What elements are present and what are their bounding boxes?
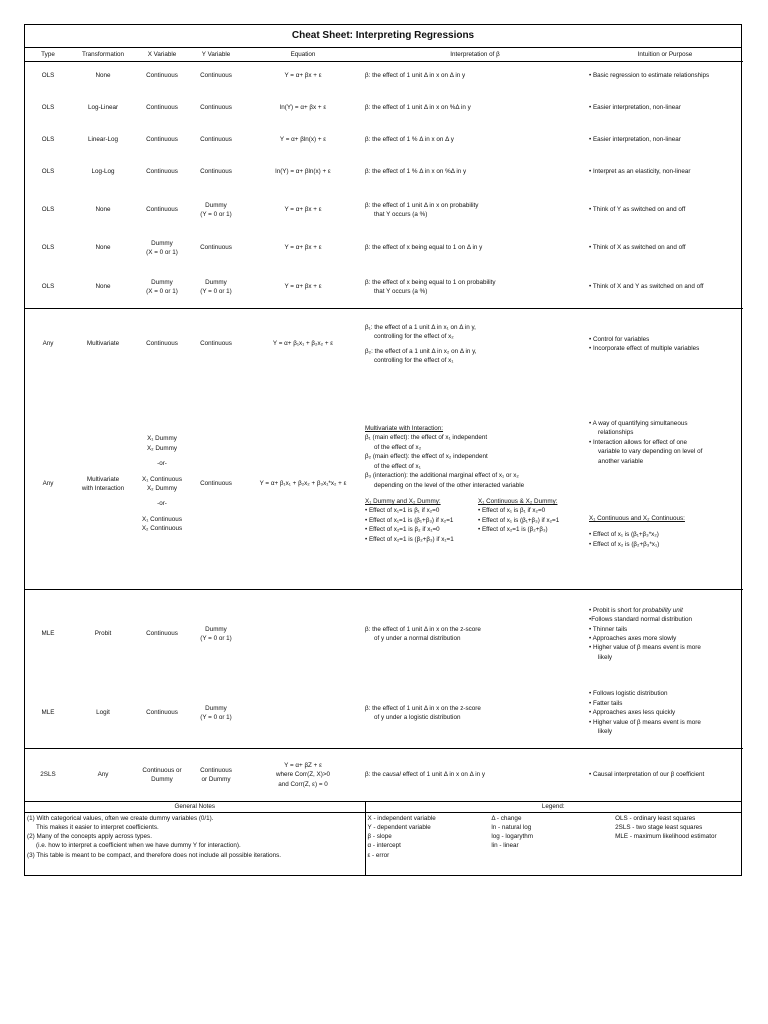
x-variable-value: Continuous: [146, 206, 178, 214]
intuition-line: • Interaction allows for effect of one: [589, 438, 687, 446]
type-cell: [25, 126, 71, 154]
interpretation-line: of y under a logistic distribution: [374, 714, 461, 721]
type-value: OLS: [41, 104, 55, 112]
x-variable-cell: [135, 190, 189, 230]
interpretation-line: that Y occurs (a %): [374, 288, 428, 295]
x-variable-value: Continuous: [146, 168, 178, 176]
equation-cell: [243, 62, 363, 91]
intuition-line: • Approaches axes less quickly: [589, 709, 676, 717]
y-variable-cell: [189, 266, 243, 309]
y-variable-value: Dummy: [205, 704, 227, 712]
intuition-line: • Think of X and Y as switched on and off: [589, 283, 704, 291]
intuition-cell: [587, 678, 743, 749]
type-value: MLE: [41, 630, 55, 638]
table-row: [25, 90, 743, 126]
transformation-value: Linear-Log: [87, 136, 119, 144]
case-line: • Effect of x₁ is (β₁+β₃*x₂): [589, 531, 659, 539]
x-variable-value: X₂ Dummy: [146, 485, 178, 492]
type-cell: [25, 678, 71, 749]
legend-item: lin - linear: [491, 842, 519, 850]
transformation-value: None: [95, 72, 111, 80]
y-variable-value: Dummy: [205, 201, 227, 209]
interpretation-cell: [363, 590, 587, 679]
intuition-line: • Basic regression to estimate relationships: [589, 72, 710, 80]
transformation-cell: [71, 266, 135, 309]
legend-item: Y - dependent variable: [367, 824, 431, 832]
equation-line: and Corr(Z, ε) = 0: [278, 780, 328, 788]
x-variable-cell: [135, 749, 189, 802]
intuition-line: • Higher value of β means event is more: [589, 718, 701, 726]
legend-title: Legend:: [365, 802, 741, 813]
y-variable-cell: [189, 379, 243, 590]
table-row: [25, 590, 743, 679]
x-variable-value: Continuous: [146, 136, 178, 144]
equation-value: Y = α+ βln(x) + ε: [279, 136, 327, 144]
equation-cell: [243, 230, 363, 266]
type-cell: [25, 590, 71, 679]
y-variable-cell: [189, 190, 243, 230]
header-row: [25, 48, 743, 62]
y-variable-cell: [189, 678, 243, 749]
intuition-text: • Probit is short for: [589, 606, 643, 614]
x-variable-cell: [135, 590, 189, 679]
legend-item: α - intercept: [367, 842, 401, 850]
equation-cell: [243, 154, 363, 190]
interpretation-line: of the effect of x₂: [374, 443, 422, 451]
y-variable-cell: [189, 309, 243, 380]
logit-likelihood-formula: [263, 704, 343, 718]
intuition-line: [589, 606, 741, 615]
y-variable-value: Continuous: [200, 480, 232, 488]
interpretation-line: [365, 771, 485, 778]
equation-cell: [243, 678, 363, 749]
legend-col-2: [491, 814, 615, 860]
transformation-value: Probit: [94, 630, 112, 638]
header-equation: Equation: [243, 48, 363, 62]
legend-item: β - slope: [367, 833, 392, 841]
case-line: • Effect of x₁=1 is β₁ if x₂=0: [365, 507, 440, 515]
table-row: [25, 62, 743, 91]
transformation-value: None: [95, 206, 111, 214]
interpretation-cell: [363, 230, 587, 266]
intuition-cell: [587, 266, 743, 309]
x-variable-value: Continuous: [146, 340, 178, 348]
transformation-cell: [71, 590, 135, 679]
intuition-line: • A way of quantifying simultaneous: [589, 419, 688, 427]
transformation-cell: [71, 309, 135, 380]
header-x-variable: X Variable: [135, 48, 189, 62]
intuition-line: • Think of Y as switched on and off: [589, 206, 686, 214]
table-row: [25, 230, 743, 266]
equation-cell: [243, 90, 363, 126]
interpretation-line: β: the effect of 1 unit Δ in x on probability: [365, 201, 479, 209]
intuition-line: another variable: [598, 457, 644, 465]
x-variable-value: Continuous: [146, 104, 178, 112]
interpretation-line: β: the effect of 1 unit Δ in x on %Δ in y: [365, 104, 471, 112]
interpretation-line: β₂: the effect of a 1 unit Δ in x₂ on Δ in y,: [365, 347, 477, 355]
general-note: (1) With categorical values, often we create dummy variables (0/1).: [27, 815, 214, 822]
case-line: • Effect of x₁=1 is (β₁+β₃) if x₂=1: [365, 516, 454, 524]
transformation-cell: [71, 678, 135, 749]
intuition-line: • Easier interpretation, non-linear: [589, 104, 681, 112]
case-line: • Effect of x₂ is (β₂+β₃*x₁): [589, 540, 660, 548]
equation-cell: [243, 749, 363, 802]
header-y-variable: Y Variable: [189, 48, 243, 62]
type-value: OLS: [41, 206, 55, 214]
x-variable-value: Continuous or: [142, 766, 182, 774]
legend-item: X - independent variable: [367, 815, 436, 822]
table-row: [25, 126, 743, 154]
equation-value: ln(Y) = α+ βln(x) + ε: [275, 168, 331, 176]
transformation-cell: [71, 749, 135, 802]
interaction-cases: [365, 497, 585, 544]
interp-text: effect of 1 unit Δ in x on Δ in y: [400, 771, 486, 779]
x-variable-cell: [135, 678, 189, 749]
transformation-value: Multivariate: [86, 340, 120, 348]
intuition-line: • Causal interpretation of our β coefficient: [589, 771, 705, 779]
interpretation-line: that Y occurs (a %): [374, 211, 428, 218]
general-notes: [25, 813, 365, 876]
legend-item: Δ - change: [491, 815, 522, 822]
header-intuition: Intuition or Purpose: [587, 48, 743, 62]
x-variable-value: Continuous: [146, 630, 178, 638]
y-variable-value: Continuous: [200, 72, 232, 80]
interpretation-line: β₃ (interaction): the additional marginal effect of x₁ or x₂: [365, 472, 519, 480]
intuition-cell: [587, 749, 743, 802]
table-row: [25, 749, 743, 802]
interpretation-cell: [363, 126, 587, 154]
x-variable-value: Dummy: [151, 776, 173, 783]
legend-col-1: [368, 814, 492, 860]
x-variable-cell: [135, 230, 189, 266]
interpretation-line: of the effect of x₁: [374, 462, 421, 470]
y-variable-value: (Y = 0 or 1): [200, 288, 232, 295]
legend-item: 2SLS - two stage least squares: [615, 824, 703, 832]
case-line: • Effect of x₁ is β₁ if x₂=0: [478, 507, 546, 515]
equation-cell: [243, 379, 363, 590]
y-variable-value: (Y = 0 or 1): [200, 211, 232, 218]
transformation-value: Log-Log: [91, 168, 115, 176]
x-variable-cell: [135, 90, 189, 126]
equation-line: where Corr(Z, X)>0: [275, 771, 331, 779]
intuition-cell: [587, 62, 743, 91]
x-variable-value: Continuous: [146, 72, 178, 80]
interpretation-line: β₁: the effect of a 1 unit Δ in x₁ on Δ in y,: [365, 323, 476, 331]
type-value: OLS: [41, 136, 55, 144]
type-cell: [25, 90, 71, 126]
transformation-cell: [71, 230, 135, 266]
general-note: This makes it easier to interpret coefficients.: [36, 824, 159, 832]
intuition-emphasis: probability unit: [642, 606, 683, 614]
spacer: [365, 490, 585, 497]
case-dummy-dummy: [365, 497, 472, 544]
equation-cell: [243, 590, 363, 679]
legend: [365, 813, 741, 876]
intuition-cell: [587, 190, 743, 230]
case-line: • Effect of x₂=1 is (β₂+β₃) if x₁=1: [365, 535, 454, 543]
interpretation-line: β: the effect of 1 % Δ in x on %Δ in y: [365, 168, 467, 176]
interpretation-line: controlling for the effect of x₂: [374, 333, 454, 341]
type-value: OLS: [41, 168, 55, 176]
x-variable-value: X₂ Continuous: [141, 525, 183, 533]
interpretation-line: controlling for the effect of x₁: [374, 356, 454, 364]
legend-col-3: [615, 814, 739, 860]
interpretation-cell: [363, 749, 587, 802]
intuition-cell: [587, 590, 743, 679]
type-value: OLS: [41, 283, 55, 291]
type-value: Any: [42, 340, 54, 348]
interpretation-line: β₂ (main effect): the effect of x₂ independent: [365, 453, 488, 461]
intuition-line: • Follows logistic distribution: [589, 690, 668, 698]
page-title: Cheat Sheet: Interpreting Regressions: [25, 25, 741, 48]
type-value: Any: [42, 480, 54, 488]
header-transformation: Transformation: [71, 48, 135, 62]
case-line: • Effect of x₂=1 is β₂ if x₁=0: [365, 526, 440, 534]
x-variable-cell: [135, 379, 189, 590]
case-title: X₁ Dummy and X₂ Dummy:: [365, 497, 441, 505]
x-variable-value: X₂ Dummy: [146, 444, 178, 452]
type-cell: [25, 230, 71, 266]
interpretation-line: of y under a normal distribution: [374, 635, 461, 642]
intuition-line: variable to vary depending on level of: [598, 448, 703, 456]
y-variable-cell: [189, 90, 243, 126]
y-variable-cell: [189, 590, 243, 679]
probit-likelihood-formula: [263, 625, 343, 639]
equation-value: Y = α+ βx + ε: [284, 206, 322, 214]
equation-cell: [243, 266, 363, 309]
intuition-line: • Thinner tails: [589, 625, 628, 633]
y-variable-value: Continuous: [200, 168, 232, 176]
y-variable-value: Dummy: [205, 625, 227, 633]
y-variable-cell: [189, 126, 243, 154]
interpretation-cell: [363, 678, 587, 749]
y-variable-cell: [189, 62, 243, 91]
intuition-line: • Control for variables: [589, 335, 650, 343]
type-cell: [25, 266, 71, 309]
transformation-value: None: [95, 244, 111, 252]
intuition-cell: [587, 230, 743, 266]
equation-line: Y = α+ βZ + ε: [284, 761, 322, 769]
y-variable-value: (Y = 0 or 1): [200, 635, 232, 642]
transformation-cell: [71, 90, 135, 126]
interpretation-line: β₁ (main effect): the effect of x₁ independent: [365, 434, 488, 442]
intuition-line: • Easier interpretation, non-linear: [589, 136, 681, 144]
interaction-heading: Multivariate with Interaction:: [365, 424, 444, 432]
notes-table: [25, 801, 741, 875]
intuition-cell: [587, 379, 743, 590]
table-row: [25, 266, 743, 309]
y-variable-value: or Dummy: [201, 776, 231, 783]
x-variable-cell: [135, 266, 189, 309]
legend-item: log - logarythm: [491, 833, 533, 841]
interpretation-line: β: the effect of 1 unit Δ in x on Δ in y: [365, 72, 466, 80]
table-row: [25, 678, 743, 749]
interp-emphasis: causal: [382, 771, 401, 779]
interpretation-cell: [363, 379, 587, 590]
table-row: [25, 190, 743, 230]
interpretation-cell: [363, 62, 587, 91]
y-variable-cell: [189, 230, 243, 266]
x-variable-cell: [135, 154, 189, 190]
transformation-value: Logit: [96, 709, 110, 717]
transformation-cell: [71, 190, 135, 230]
spacer: [589, 466, 741, 514]
intuition-line: • Higher value of β means event is more: [589, 644, 701, 652]
type-cell: [25, 309, 71, 380]
y-variable-cell: [189, 749, 243, 802]
intuition-line: likely: [598, 728, 612, 736]
equation-value: Y = α+ β₁x₁ + β₂x₂ + ε: [272, 340, 334, 348]
interpretation-cell: [363, 190, 587, 230]
interpretation-line: β: the effect of x being equal to 1 on Δ in y: [365, 244, 483, 252]
transformation-value: Multivariate: [86, 475, 120, 483]
y-variable-value: Continuous: [200, 104, 232, 112]
legend-item: ε - error: [367, 851, 390, 859]
equation-cell: [243, 126, 363, 154]
type-cell: [25, 62, 71, 91]
type-cell: [25, 749, 71, 802]
case-continuous-dummy: [478, 497, 585, 544]
intuition-line: • Approaches axes more slowly: [589, 635, 677, 642]
equation-value: ln(Y) = α+ βx + ε: [279, 104, 327, 112]
case-line: • Effect of x₂=1 is (β₂+β₃): [478, 526, 548, 534]
intuition-cell: [587, 309, 743, 380]
x-variable-value: -or-: [157, 460, 167, 468]
intuition-line: • Incorporate effect of multiple variables: [589, 345, 700, 352]
intuition-cell: [587, 126, 743, 154]
interpretation-line: depending on the level of the other interacted variable: [374, 481, 525, 489]
transformation-value: Log-Linear: [87, 104, 119, 112]
equation-value: Y = α+ βx + ε: [284, 283, 322, 291]
x-variable-value: X₁ Continuous: [142, 475, 182, 483]
transformation-value: Any: [97, 771, 109, 779]
interpretation-cell: [363, 309, 587, 380]
equation-cell: [243, 190, 363, 230]
interpretation-cell: [363, 154, 587, 190]
interpretation-line: β: the effect of 1 unit Δ in x on the z-score: [365, 625, 481, 633]
x-variable-value: Continuous: [146, 709, 178, 717]
equation-value: Y = α+ β₁x₁ + β₂x₂ + β₃x₁*x₂ + ε: [259, 480, 347, 488]
case-title: X₁ Continuous & X₂ Dummy:: [478, 497, 558, 505]
transformation-value: None: [95, 283, 111, 291]
transformation-cell: [71, 62, 135, 91]
intuition-cell: [587, 154, 743, 190]
general-note: (i.e. how to interpret a coefficient when we have dummy Y for interaction).: [36, 842, 241, 850]
general-notes-title: General Notes: [25, 802, 365, 813]
x-variable-cell: [135, 309, 189, 380]
type-value: OLS: [41, 72, 55, 80]
intuition-line: likely: [598, 653, 612, 661]
type-cell: [25, 379, 71, 590]
intuition-line: • Interpret as an elasticity, non-linear: [589, 168, 691, 176]
general-note: (2) Many of the concepts apply across types.: [27, 833, 152, 841]
transformation-cell: [71, 126, 135, 154]
y-variable-value: Continuous: [200, 244, 232, 252]
intuition-line: • Think of X as switched on and off: [589, 244, 686, 252]
type-value: OLS: [41, 244, 55, 252]
interpretation-cell: [363, 90, 587, 126]
equation-value: Y = α+ βx + ε: [284, 244, 322, 252]
legend-item: OLS - ordinary least squares: [615, 815, 696, 822]
y-variable-value: Continuous: [200, 136, 232, 144]
transformation-cell: [71, 379, 135, 590]
intuition-line: • Fatter tails: [589, 699, 623, 707]
interpretation-line: β: the effect of 1 % Δ in x on Δ y: [365, 136, 454, 144]
interp-text: β: the: [365, 771, 383, 779]
equation-value: Y = α+ βx + ε: [284, 72, 322, 80]
header-type: Type: [25, 48, 71, 62]
intuition-cell: [587, 90, 743, 126]
y-variable-value: (Y = 0 or 1): [200, 714, 232, 721]
intuition-line: relationships: [598, 429, 634, 437]
y-variable-value: Dummy: [205, 278, 227, 286]
table-row: [25, 154, 743, 190]
case-line: • Effect of x₁ is (β₁+β₃) if x₂=1: [478, 516, 560, 524]
legend-item: ln - natural log: [491, 824, 532, 832]
case-title: X₁ Continuous and X₂ Continuous:: [589, 514, 685, 522]
intuition-line: •Follows standard normal distribution: [589, 616, 693, 624]
equation-cell: [243, 309, 363, 380]
x-variable-value: Dummy: [151, 278, 173, 286]
y-variable-value: Continuous: [200, 340, 232, 348]
spacer: [589, 523, 741, 530]
x-variable-value: X₁ Continuous: [142, 515, 182, 523]
regression-table: [25, 48, 743, 801]
type-cell: [25, 190, 71, 230]
interpretation-line: β: the effect of 1 unit Δ in x on the z-score: [365, 704, 481, 712]
header-interpretation: Interpretation of β: [363, 48, 587, 62]
table-row: [25, 309, 743, 380]
x-variable-cell: [135, 126, 189, 154]
type-cell: [25, 154, 71, 190]
x-variable-value: (X = 0 or 1): [146, 288, 178, 295]
x-variable-value: Dummy: [151, 239, 173, 247]
cheat-sheet: [24, 24, 742, 876]
transformation-cell: [71, 154, 135, 190]
x-variable-value: -or-: [157, 500, 167, 508]
interpretation-line: β: the effect of x being equal to 1 on probability: [365, 278, 496, 286]
interpretation-cell: [363, 266, 587, 309]
legend-item: MLE - maximum likelihood estimator: [615, 833, 717, 841]
x-variable-value: (X = 0 or 1): [146, 249, 178, 256]
table-row: [25, 379, 743, 590]
x-variable-cell: [135, 62, 189, 91]
transformation-value: with Interaction: [81, 485, 125, 492]
y-variable-value: Continuous: [200, 766, 232, 774]
y-variable-cell: [189, 154, 243, 190]
type-value: 2SLS: [40, 771, 56, 779]
general-note: (3) This table is meant to be compact, and therefore does not include all possible iterations.: [27, 851, 282, 859]
type-value: MLE: [41, 709, 55, 717]
x-variable-value: X₁ Dummy: [147, 435, 177, 443]
